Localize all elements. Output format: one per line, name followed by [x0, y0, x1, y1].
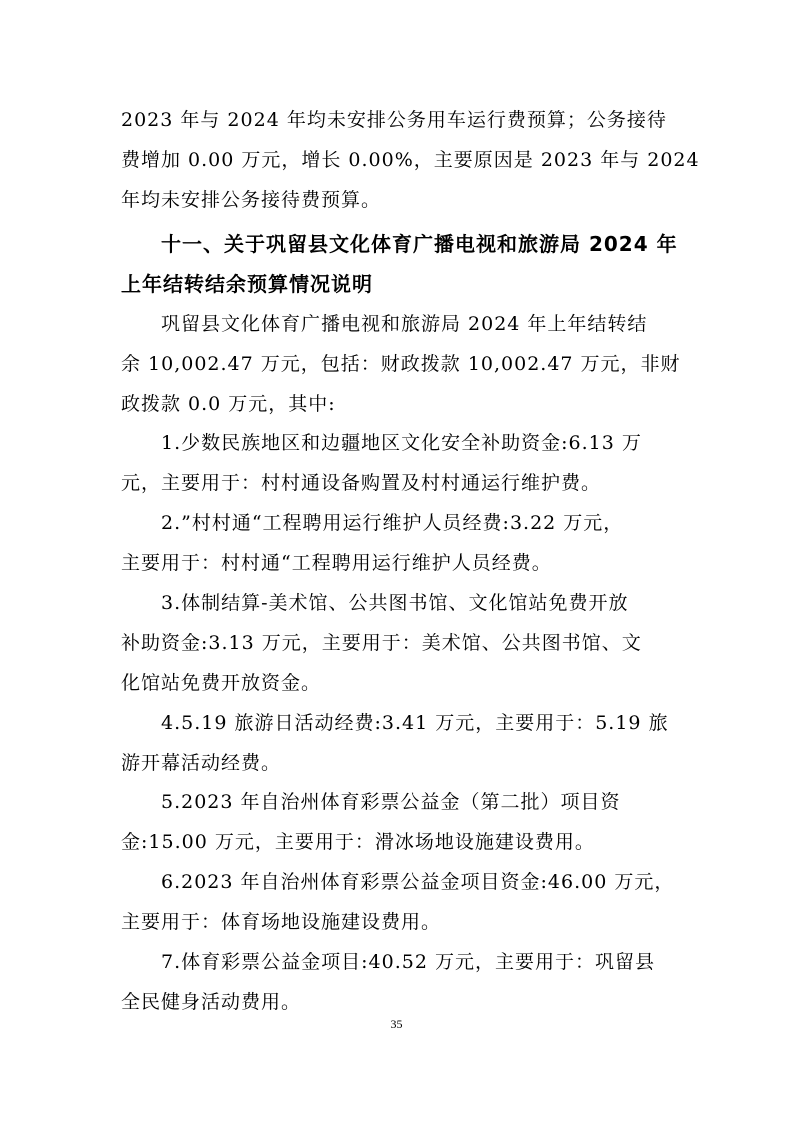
paragraph-line: 余 10,002.47 万元，包括：财政拨款 10,002.47 万元，非财 [121, 353, 681, 375]
list-item: 补助资金:3.13 万元，主要用于：美术馆、公共图书馆、文 [121, 632, 642, 654]
paragraph-line: 年均未安排公务接待费预算。 [121, 189, 382, 211]
list-item: 6.2023 年自治州体育彩票公益金项目资金:46.00 万元， [161, 871, 675, 893]
paragraph-line: 2023 年与 2024 年均未安排公务用车运行费预算；公务接待 [121, 109, 667, 131]
list-item: 3.体制结算-美术馆、公共图书馆、文化馆站免费开放 [161, 592, 629, 614]
page-number: 35 [390, 1017, 403, 1031]
list-item: 5.2023 年自治州体育彩票公益金（第二批）项目资 [161, 791, 621, 813]
list-item: 化馆站免费开放资金。 [121, 672, 322, 694]
paragraph-line: 政拨款 0.0 万元，其中: [121, 393, 336, 415]
list-item: 主要用于：体育场地设施建设费用。 [121, 911, 442, 933]
list-item: 游开幕活动经费。 [121, 752, 282, 774]
paragraph-line: 费增加 0.00 万元，增长 0.00%，主要原因是 2023 年与 2024 [121, 149, 700, 171]
list-item: 4.5.19 旅游日活动经费:3.41 万元，主要用于：5.19 旅 [161, 712, 669, 734]
list-item: 元，主要用于：村村通设备购置及村村通运行维护费。 [121, 472, 602, 494]
section-heading: 十一、关于巩留县文化体育广播电视和旅游局 2024 年 [161, 232, 678, 256]
list-item: 1.少数民族地区和边疆地区文化安全补助资金:6.13 万 [161, 432, 642, 454]
list-item: 2.”村村通“工程聘用运行维护人员经费:3.22 万元， [161, 512, 624, 534]
list-item: 7.体育彩票公益金项目:40.52 万元，主要用于：巩留县 [161, 951, 655, 973]
paragraph-line: 巩留县文化体育广播电视和旅游局 2024 年上年结转结 [161, 313, 648, 335]
list-item: 金:15.00 万元，主要用于：滑冰场地设施建设费用。 [121, 831, 595, 853]
list-item: 全民健身活动费用。 [121, 991, 302, 1013]
list-item: 主要用于：村村通“工程聘用运行维护人员经费。 [121, 552, 552, 574]
section-heading: 上年结转结余预算情况说明 [121, 272, 373, 296]
